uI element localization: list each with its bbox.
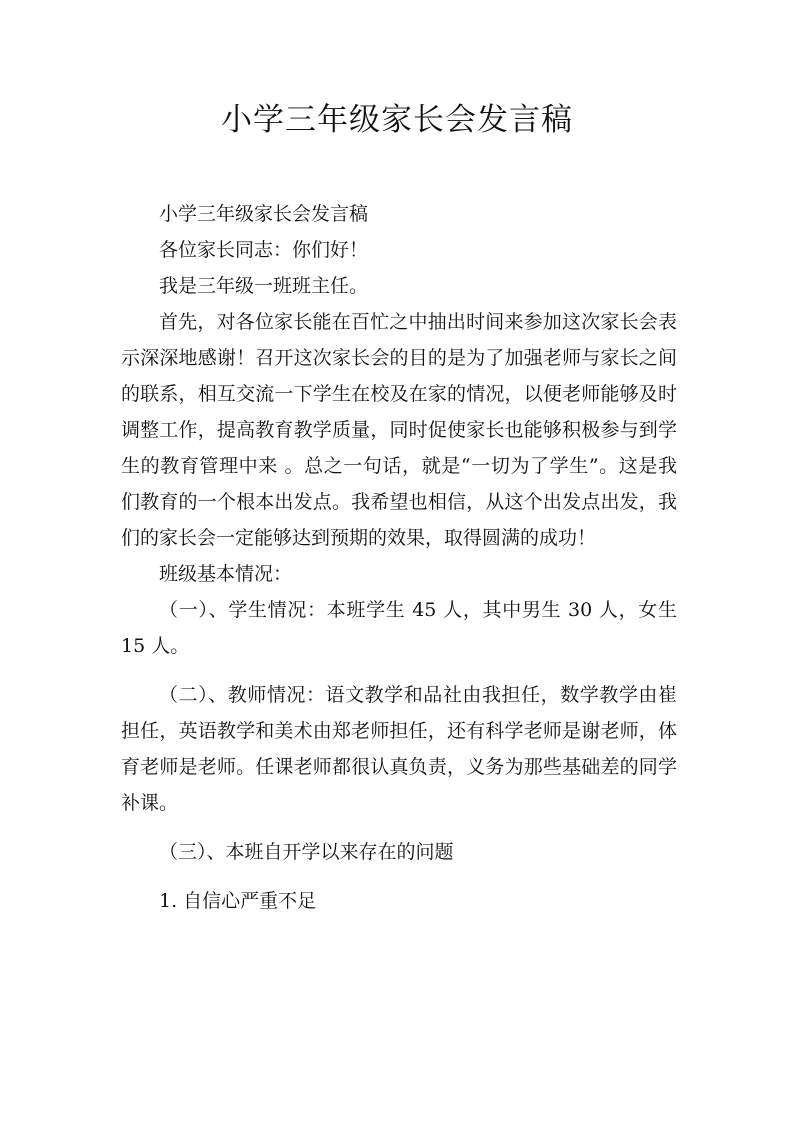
paragraph-gap: [121, 870, 677, 883]
paragraph-problem-1: 1. 自信心严重不足: [159, 890, 317, 912]
document-body: [121, 196, 677, 919]
paragraph-gap: [121, 821, 677, 834]
paragraph-gap: [121, 664, 677, 677]
paragraph-student-info: （一）、学生情况：本班学生 45 人，其中男生 30 人，女生 15 人。: [121, 599, 677, 657]
paragraph-problems-heading: （三）、本班自开学以来存在的问题: [159, 841, 454, 863]
paragraph-teacher-info: （二）、教师情况：语文教学和品社由我担任，数学教学由崔担任，英语教学和美术由郑老师担任，还有科学老师是谢老师，体育老师是老师。任课老师都很认真负责，义务为那些基础差的同学补课。: [121, 684, 677, 814]
document-title: 小学三年级家长会发言稿: [221, 102, 573, 138]
paragraph-introduction: 我是三年级一班班主任。: [159, 275, 369, 297]
paragraph-opening: 首先，对各位家长能在百忙之中抽出时间来参加这次家长会表示深深地感谢！召开这次家长会的目的是为了加强老师与家长之间的联系，相互交流一下学生在校及在家的情况，以便老师能够及时调整工作，提高教育教学质量，同时促使家长也能够积极参与到学生的教育管理中来 。总之一句话，就是“一切为了学生”。这是我们教育的一个根本出发点。我希望也相信，从这个出发点出发，我们的家长会一定能够达到预期的效果，取得圆满的成功！: [121, 311, 677, 549]
paragraph-greeting: 各位家长同志：你们好！: [159, 239, 369, 261]
paragraph-class-overview-heading: 班级基本情况：: [159, 563, 293, 585]
paragraph-subtitle: 小学三年级家长会发言稿: [159, 203, 369, 225]
